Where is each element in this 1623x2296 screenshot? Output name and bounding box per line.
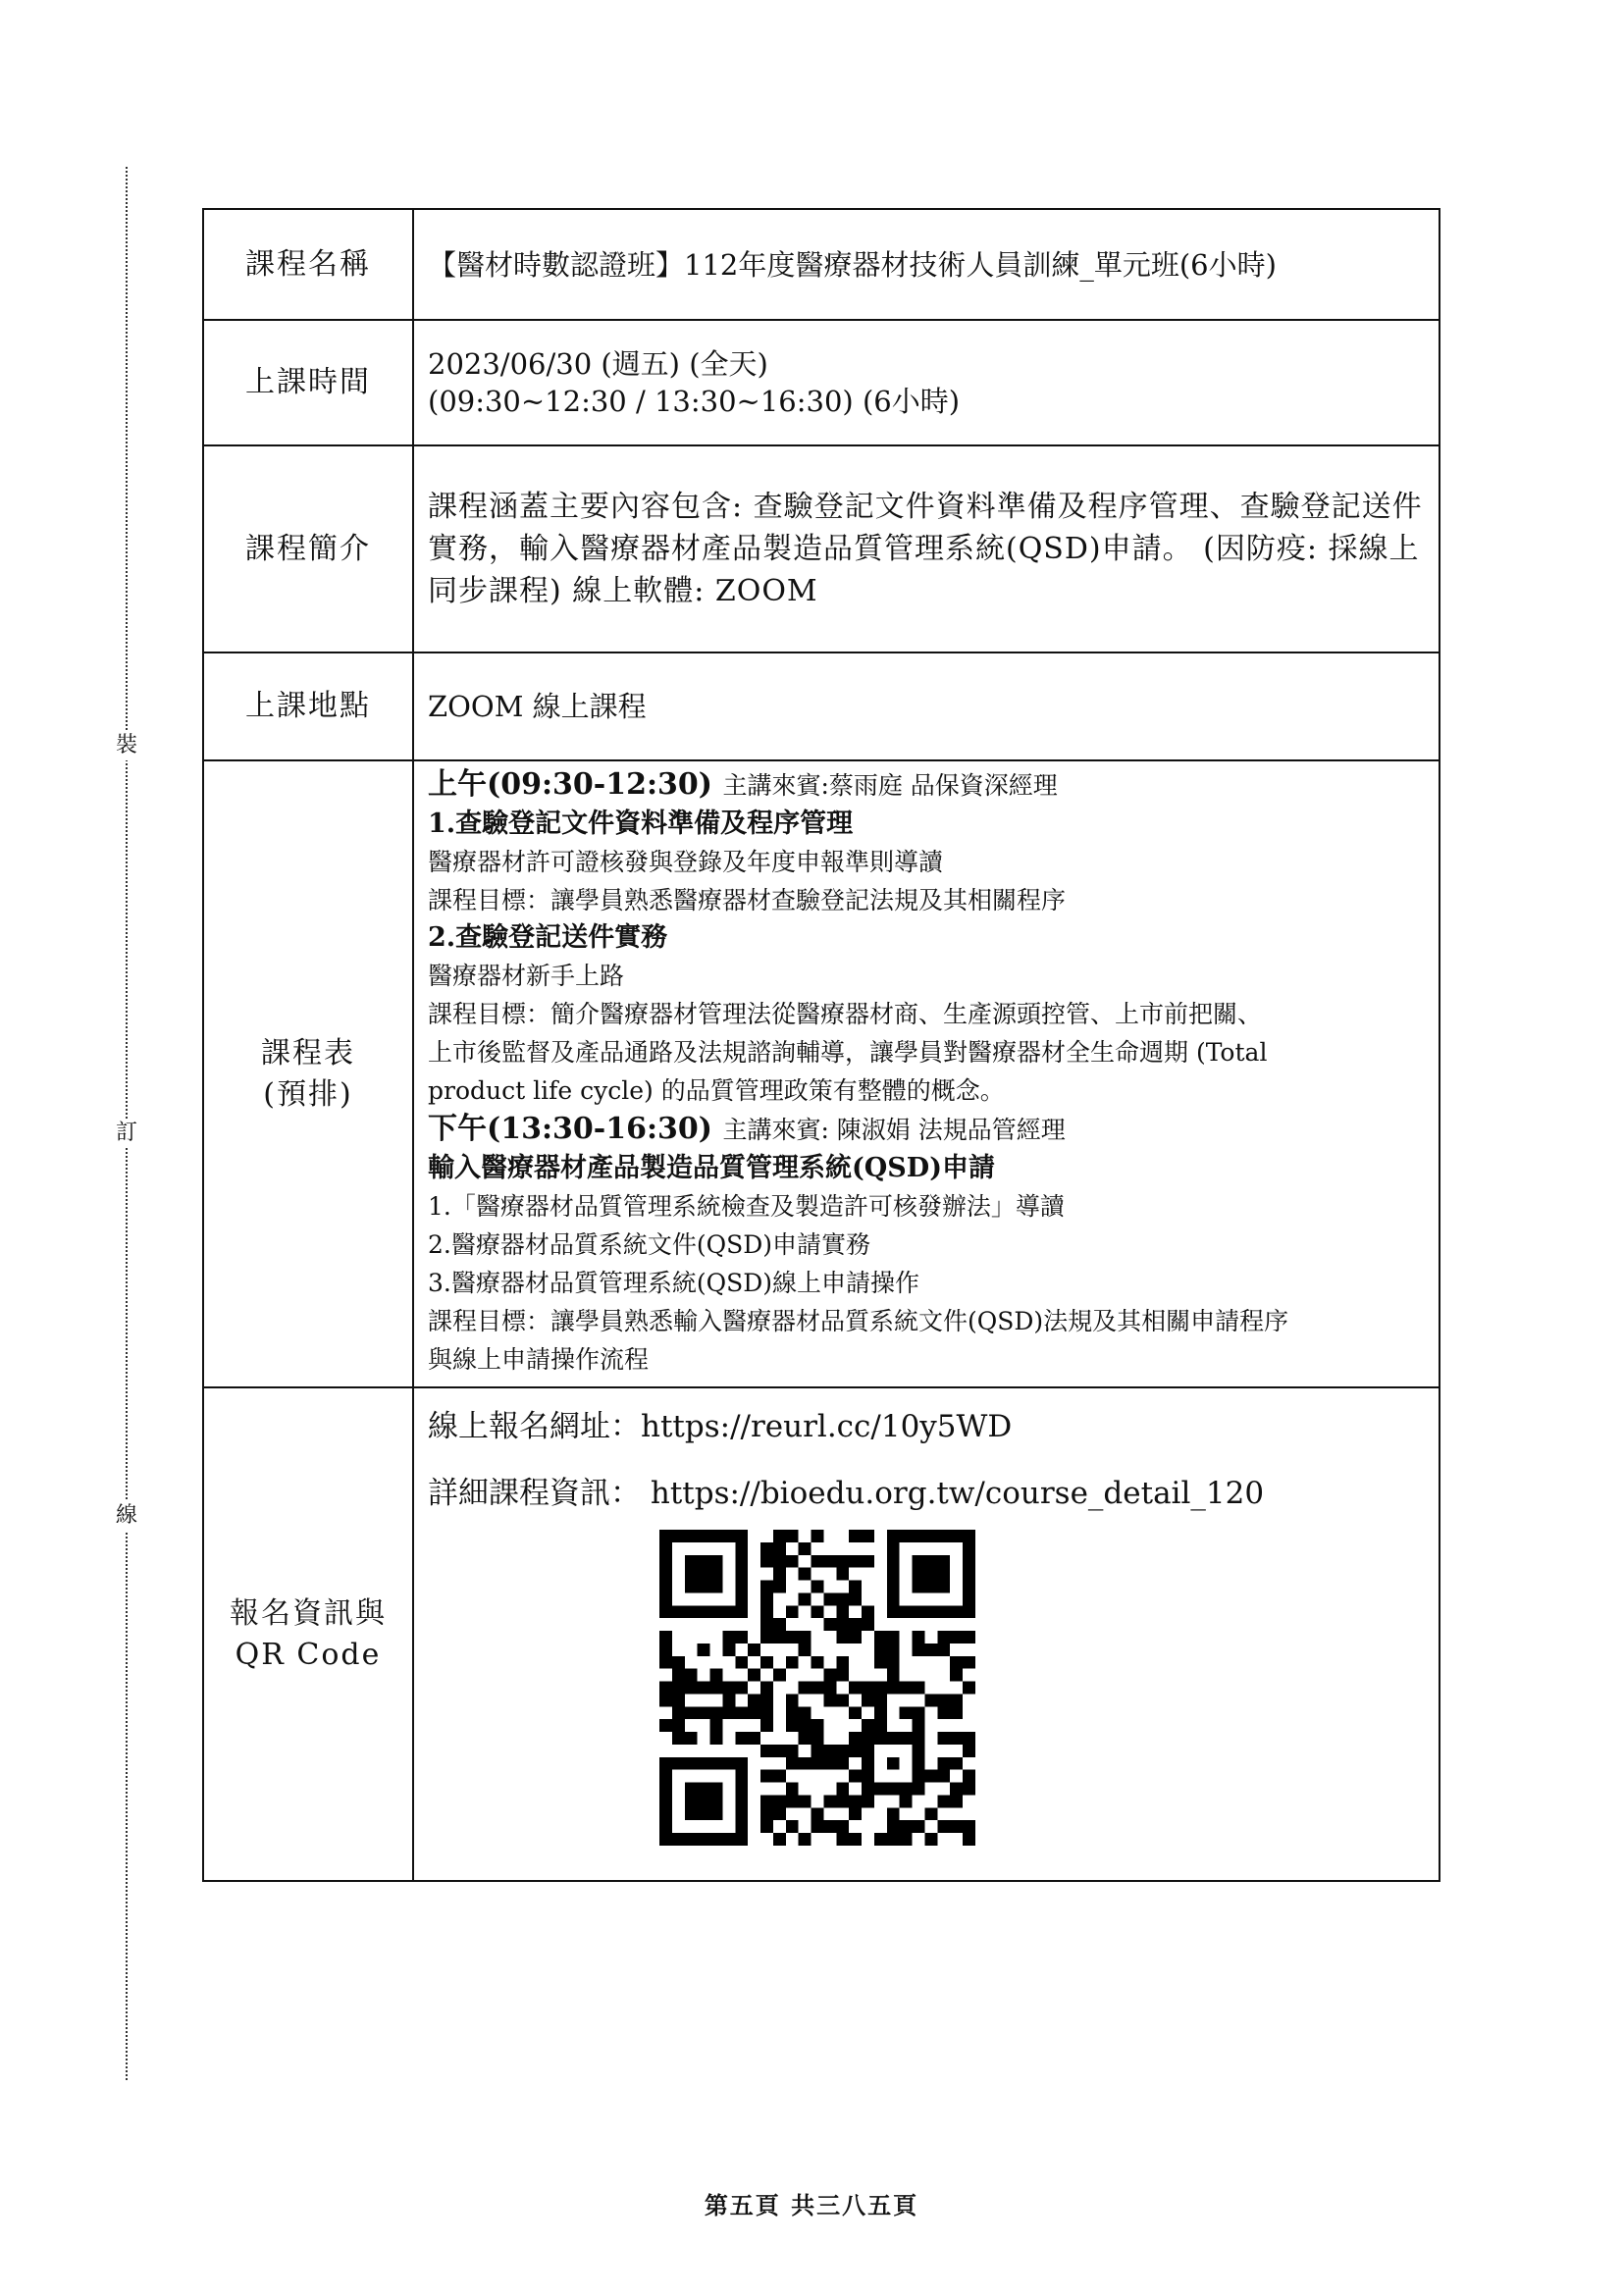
qr-code-image: [659, 1530, 975, 1846]
binding-char-zhuang: 裝: [112, 731, 141, 760]
binding-char-xian: 線: [112, 1501, 141, 1531]
morning-topic-2-goal-line1: 課程目標：簡介醫療器材管理法從醫療器材商、生產源頭控管、上市前把關、: [428, 1000, 1263, 1028]
morning-topic-2-sub: 醫療器材新手上路: [428, 962, 625, 990]
label-schedule: [203, 760, 413, 1387]
afternoon-item-2: 2.醫療器材品質系統文件(QSD)申請實務: [428, 1230, 871, 1259]
afternoon-session-time: 下午(13:30-16:30): [428, 1112, 712, 1146]
course-info-table: [202, 208, 1440, 1882]
class-date: 2023/06/30 (週五) (全天): [428, 347, 768, 381]
course-detail-url[interactable]: 詳細課程資訊： https://bioedu.org.tw/course_detail_120: [428, 1476, 1265, 1511]
row-location: [203, 652, 1440, 760]
morning-topic-1-goal: 課程目標：讓學員熟悉醫療器材查驗登記法規及其相關程序: [428, 886, 1067, 914]
value-course-name: 【醫材時數認證班】112年度醫療器材技術人員訓練_單元班(6小時): [413, 209, 1440, 320]
qr-code: [659, 1530, 975, 1846]
class-hours: (09:30~12:30 / 13:30~16:30) (6小時): [428, 385, 961, 418]
morning-topic-2-goal-line3: product life cycle) 的品質管理政策有整體的概念。: [428, 1076, 1005, 1105]
label-registration-line2: QR Code: [235, 1637, 382, 1672]
label-schedule-line1: 課程表: [261, 1035, 355, 1070]
binding-char-ding: 訂: [112, 1119, 141, 1148]
morning-session-time: 上午(09:30-12:30): [428, 767, 712, 802]
afternoon-speaker: 主講來賓: 陳淑娟 法規品管經理: [722, 1116, 1066, 1144]
label-schedule-line2: (預排): [263, 1076, 353, 1112]
value-class-time: [413, 320, 1440, 445]
row-course-intro: [203, 445, 1440, 652]
value-location: ZOOM 線上課程: [413, 652, 1440, 760]
value-course-intro: 課程涵蓋主要內容包含: 查驗登記文件資料準備及程序管理、查驗登記送件實務，輸入醫療器材產品製造品質管理系統(QSD)申請。 (因防疫: 採線上同步課程) 線上軟體: ZOOM: [413, 445, 1440, 652]
row-course-name: [203, 209, 1440, 320]
morning-speaker: 主講來賓:蔡雨庭 品保資深經理: [722, 771, 1058, 800]
label-class-time: 上課時間: [203, 320, 413, 445]
afternoon-item-1: 1.「醫療器材品質管理系統檢查及製造許可核發辦法」導讀: [428, 1192, 1065, 1221]
page-footer: 第五頁 共三八五頁: [704, 2191, 919, 2219]
morning-topic-1: 1.查驗登記文件資料準備及程序管理: [428, 809, 854, 839]
label-course-intro: 課程簡介: [203, 445, 413, 652]
value-schedule: [413, 760, 1440, 1387]
afternoon-session-heading: [428, 1110, 1425, 1150]
registration-url[interactable]: 線上報名網址：https://reurl.cc/10y5WD: [428, 1409, 1013, 1444]
afternoon-topic: 輸入醫療器材產品製造品質管理系統(QSD)申請: [428, 1153, 995, 1183]
row-registration: [203, 1387, 1440, 1881]
morning-session-heading: [428, 765, 1425, 806]
morning-topic-2: 2.查驗登記送件實務: [428, 922, 668, 953]
morning-topic-1-sub: 醫療器材許可證核發與登錄及年度申報準則導讀: [428, 848, 944, 876]
afternoon-goal-line2: 與線上申請操作流程: [428, 1345, 650, 1374]
value-registration: [413, 1387, 1440, 1881]
row-schedule: [203, 760, 1440, 1387]
label-registration-line1: 報名資訊與: [230, 1595, 387, 1631]
afternoon-item-3: 3.醫療器材品質管理系統(QSD)線上申請操作: [428, 1269, 920, 1297]
row-class-time: [203, 320, 1440, 445]
label-course-name: 課程名稱: [203, 209, 413, 320]
label-registration: [203, 1387, 413, 1881]
label-location: 上課地點: [203, 652, 413, 760]
morning-topic-2-goal-line2: 上市後監督及產品通路及法規諮詢輔導，讓學員對醫療器材全生命週期 (Total: [428, 1038, 1268, 1067]
afternoon-goal-line1: 課程目標：讓學員熟悉輸入醫療器材品質系統文件(QSD)法規及其相關申請程序: [428, 1307, 1289, 1335]
